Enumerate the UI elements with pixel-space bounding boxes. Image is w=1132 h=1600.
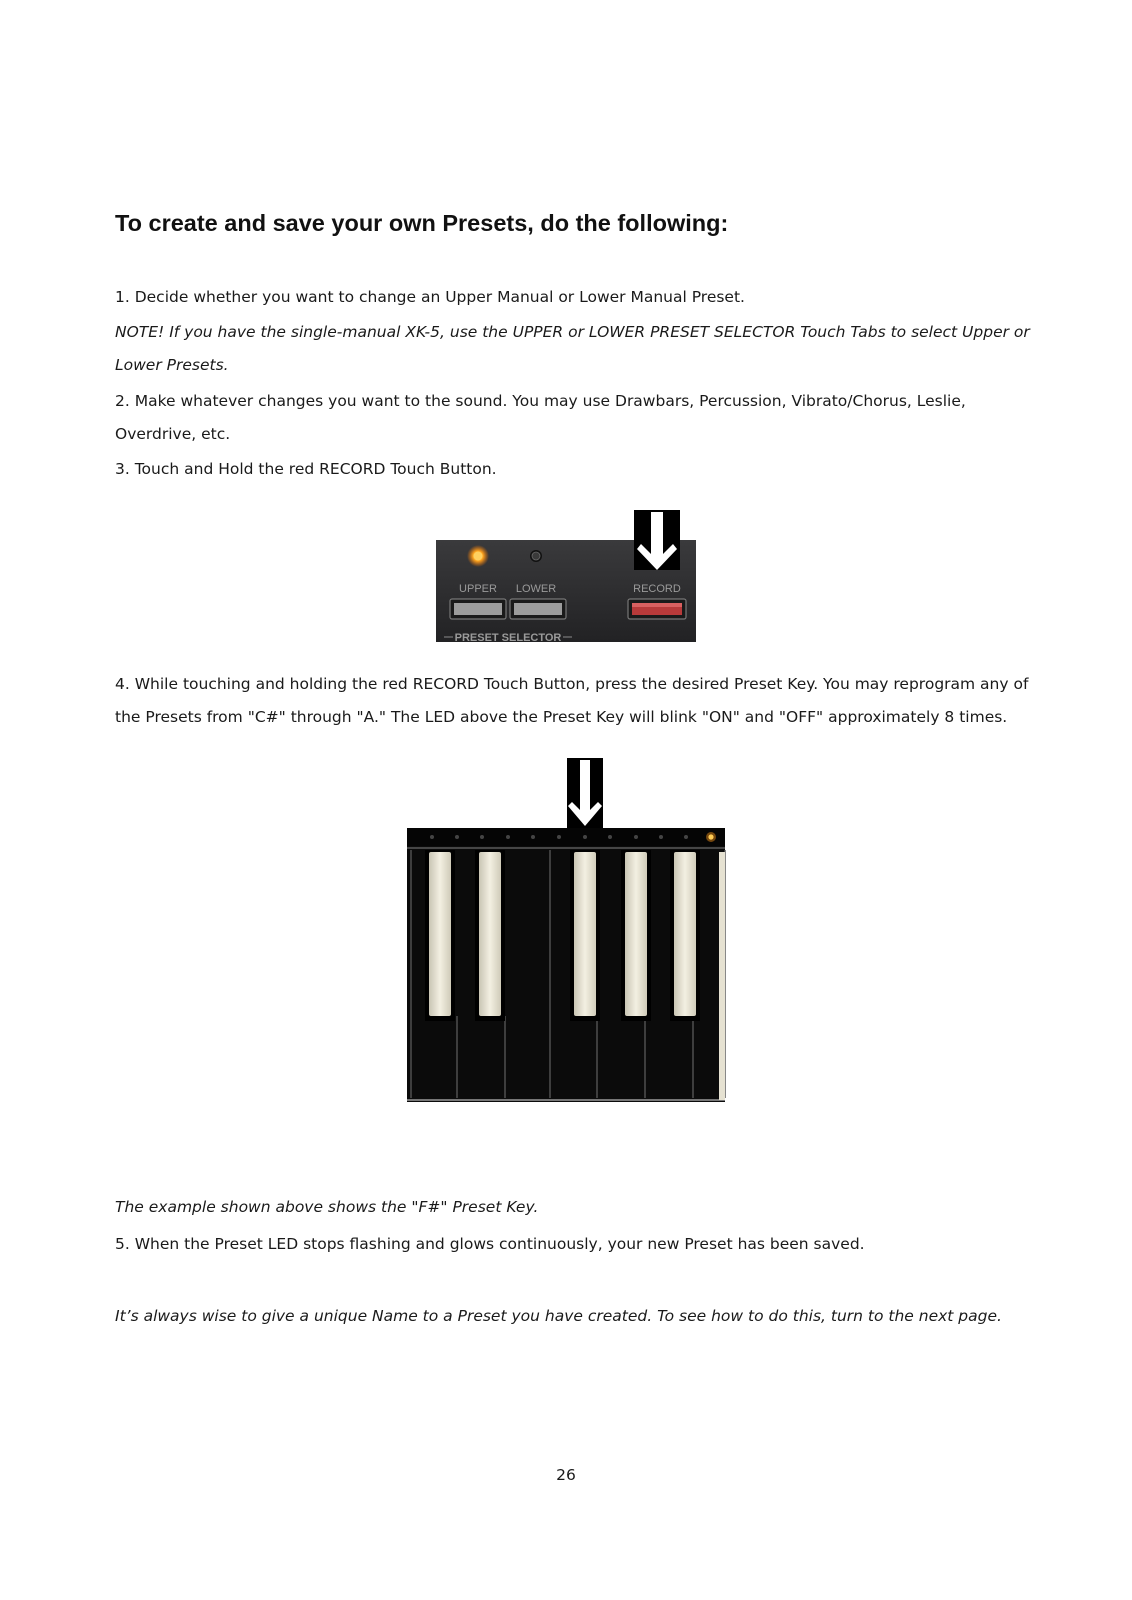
preset-key-d-sharp[interactable] <box>475 850 505 1021</box>
partial-key-edge <box>719 852 725 1100</box>
naming-tip: It’s always wise to give a unique Name to a Preset you have created. To see how to do this, turn to the next page. <box>115 1307 1002 1325</box>
record-button[interactable] <box>628 599 686 619</box>
preset-keys-figure <box>405 758 727 1104</box>
step-2: 2. Make whatever changes you want to the sound. You may use Drawbars, Percussion, Vibrato/Chorus, Leslie, Overdrive, etc. <box>115 392 966 443</box>
down-arrow-icon <box>567 758 603 828</box>
page-title: To create and save your own Presets, do the following: <box>115 210 729 236</box>
preset-key-a-sharp[interactable] <box>670 850 700 1021</box>
upper-touch-tab[interactable] <box>450 599 506 619</box>
preset-key-c-sharp[interactable] <box>425 850 455 1021</box>
preset-selector-panel-figure <box>436 510 696 642</box>
upper-label: UPPER <box>459 583 497 595</box>
preset-selector-label: PRESET SELECTOR <box>454 632 562 642</box>
record-label: RECORD <box>633 583 681 595</box>
preset-key-f-sharp[interactable] <box>570 850 600 1021</box>
example-caption: The example shown above shows the "F#" Preset Key. <box>115 1198 539 1216</box>
step-3: 3. Touch and Hold the red RECORD Touch Button. <box>115 460 497 478</box>
lit-preset-led <box>706 832 716 842</box>
step-1: 1. Decide whether you want to change an Upper Manual or Lower Manual Preset. <box>115 288 745 306</box>
upper-led <box>467 545 489 567</box>
step-4: 4. While touching and holding the red RECORD Touch Button, press the desired Preset Key. You may reprogram any of the Presets from "C#" through "A." The LED above the Preset Key will blink "ON" and "OFF" approximately 8 times. <box>115 675 1029 726</box>
lower-label: LOWER <box>515 583 557 595</box>
lower-touch-tab[interactable] <box>510 599 566 619</box>
lower-led <box>530 550 542 562</box>
down-arrow-icon <box>634 510 680 570</box>
preset-key-g-sharp[interactable] <box>621 850 651 1021</box>
note-single-manual: NOTE! If you have the single-manual XK-5, use the UPPER or LOWER PRESET SELECTOR Touch Tabs to select Upper or Lower Presets. <box>115 323 1030 374</box>
led-strip <box>407 828 725 846</box>
step-5: 5. When the Preset LED stops flashing and glows continuously, your new Preset has been saved. <box>115 1235 865 1253</box>
page-number: 26 <box>556 1466 576 1484</box>
